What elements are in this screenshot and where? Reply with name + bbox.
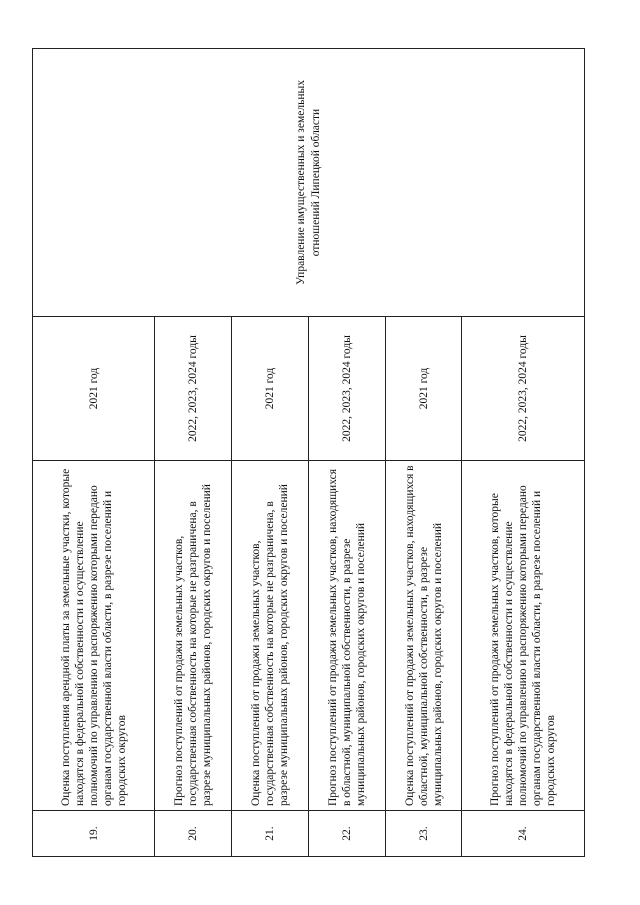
row-period: 2021 год <box>33 317 155 461</box>
row-description: Прогноз поступлений от продажи земельных участков, государственная собственность на которые не разграничена, в разрезе муниципальных районов, городских округов и поселений <box>155 461 232 811</box>
row-description: Оценка поступлений от продажи земельных участков, государственная собственность на которые не разграничена, в разрезе муниципальных районов, городских округов и поселений <box>232 461 309 811</box>
row-description: Прогноз поступлений от продажи земельных участков, находящихся в областной, муниципальной собственности, в разрезе муниципальных районов, городских округов и поселений <box>308 461 385 811</box>
row-description: Оценка поступления арендной платы за земельные участки, которые находятся в федеральной собственности и осуществление полномочий по управлению и распоряжению которыми передано органам государственной власти области, в разрезе поселений и городских округов <box>33 461 155 811</box>
table-row <box>33 49 155 857</box>
row-number: 23. <box>385 811 462 857</box>
row-description: Прогноз поступлений от продажи земельных участков, которые находятся в федеральной собственности и осуществление полномочий по управлению и распоряжению которыми передано органам государственной власти области, в разрезе поселений и городских округов <box>462 461 585 811</box>
rotated-page <box>32 49 585 857</box>
forecast-table <box>32 48 585 857</box>
row-description: Оценка поступлений от продажи земельных участков, находящихся в областной, муниципальной собственности, в разрезе муниципальных районов, городских округов и поселений <box>385 461 462 811</box>
row-number: 21. <box>232 811 309 857</box>
row-period: 2021 год <box>385 317 462 461</box>
row-number: 22. <box>308 811 385 857</box>
row-period: 2022, 2023, 2024 годы <box>462 317 585 461</box>
row-period: 2022, 2023, 2024 годы <box>155 317 232 461</box>
row-number: 20. <box>155 811 232 857</box>
responsible-body: Управление имущественных и земельных отношений Липецкой области <box>33 49 585 317</box>
row-period: 2021 год <box>232 317 309 461</box>
row-number: 19. <box>33 811 155 857</box>
row-period: 2022, 2023, 2024 годы <box>308 317 385 461</box>
row-number: 24. <box>462 811 585 857</box>
